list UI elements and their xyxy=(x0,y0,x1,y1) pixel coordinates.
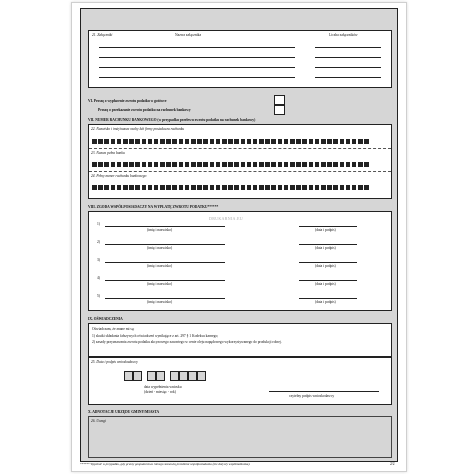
co-owners-box xyxy=(88,211,392,311)
month-cell[interactable] xyxy=(147,371,156,381)
account-holder-label: 22. Nazwisko i imię/nazwa osoby lub firmy posiadacza rachunku xyxy=(91,127,185,131)
attachment-line[interactable] xyxy=(99,67,295,68)
co-owner-signature-caption: (data i podpis) xyxy=(315,246,336,250)
co-owner-number: 1) xyxy=(97,222,100,226)
divider xyxy=(89,148,391,149)
attachments-col-count: Liczba załączników xyxy=(329,33,358,37)
office-notes-label: 26. Uwagi xyxy=(91,419,106,423)
attachments-label: 21. Załączniki xyxy=(92,33,113,37)
declarations-intro: Oświadczam, że znane mi są: xyxy=(92,327,135,331)
co-owner-name-line[interactable] xyxy=(105,262,225,263)
bank-name-cells[interactable] xyxy=(92,162,369,167)
year-cell[interactable] xyxy=(188,371,197,381)
co-owner-name-caption: (imię i nazwisko) xyxy=(147,228,173,232)
co-owner-name-caption: (imię i nazwisko) xyxy=(147,246,173,250)
applicant-signature-box xyxy=(88,357,392,405)
co-owner-signature-caption: (data i podpis) xyxy=(315,282,336,286)
account-holder-cells[interactable] xyxy=(92,139,369,144)
declarations-section-title: IX. OŚWIADCZENIA xyxy=(88,317,123,321)
co-owner-number: 2) xyxy=(97,240,100,244)
co-owner-name-line[interactable] xyxy=(105,226,225,227)
applicant-signature-label: 25. Data i podpis wnioskodawcy xyxy=(91,360,138,364)
office-notes-box[interactable] xyxy=(88,416,392,458)
declaration-1: 1) skutki składania fałszywych oświadczeń wynikające z art. 297 § 1 Kodeksu karnego; xyxy=(92,334,219,338)
watermark: DRUKARNIA.EU xyxy=(209,216,243,221)
attachment-count-line[interactable] xyxy=(315,77,381,78)
cash-refund-checkbox[interactable] xyxy=(274,95,285,105)
co-owner-signature-line[interactable] xyxy=(299,280,357,281)
applicant-signature-line[interactable] xyxy=(269,391,379,392)
attachment-line[interactable] xyxy=(99,57,295,58)
attachment-count-line[interactable] xyxy=(315,57,381,58)
declaration-2: 2) zasady przyznawania zwrotu podatku akcyzowego zawartego w cenie oleju napędowego wykorzystywanego do produkcji rolnej. xyxy=(92,340,282,344)
date-format-caption: (dzień - miesiąc - rok) xyxy=(144,390,176,394)
day-cell[interactable] xyxy=(124,371,133,381)
attachment-count-line[interactable] xyxy=(315,67,381,68)
applicant-signature-caption: czytelny podpis wnioskodawcy xyxy=(289,394,335,398)
co-owner-name-caption: (imię i nazwisko) xyxy=(147,264,173,268)
attachments-box xyxy=(88,30,392,88)
day-cell[interactable] xyxy=(133,371,142,381)
form-frame xyxy=(80,8,398,462)
co-owner-name-line[interactable] xyxy=(105,298,225,299)
co-owner-name-caption: (imię i nazwisko) xyxy=(147,282,173,286)
year-cell[interactable] xyxy=(170,371,179,381)
form-page xyxy=(71,2,407,472)
footer-note: ****** Wypełnić w przypadku, gdy grunty gospodarstwa rolnego stanowią przedmiot współposiadania (nie dotyczy współmałżonka). xyxy=(80,462,251,466)
co-owner-signature-line[interactable] xyxy=(299,244,357,245)
bank-account-box xyxy=(88,124,392,199)
attachment-line[interactable] xyxy=(99,77,295,78)
co-owner-signature-line[interactable] xyxy=(299,298,357,299)
co-owner-name-line[interactable] xyxy=(105,244,225,245)
co-owner-signature-line[interactable] xyxy=(299,262,357,263)
office-notes-section-title: X. ADNOTACJE URZĘDU GMINY/MIASTA xyxy=(88,410,160,414)
co-owner-signature-caption: (data i podpis) xyxy=(315,264,336,268)
attachment-count-line[interactable] xyxy=(315,47,381,48)
co-owner-number: 4) xyxy=(97,276,100,280)
bank-refund-checkbox[interactable] xyxy=(274,105,285,115)
co-owner-name-line[interactable] xyxy=(105,280,225,281)
month-cell[interactable] xyxy=(156,371,165,381)
co-owner-number: 3) xyxy=(97,258,100,262)
account-number-label: 24. Pełny numer rachunku bankowego xyxy=(91,174,147,178)
co-owner-signature-caption: (data i podpis) xyxy=(315,300,336,304)
co-owner-name-caption: (imię i nazwisko) xyxy=(147,300,173,304)
cash-refund-label: VI. Proszę o wypłacenie zwrotu podatku w gotówce xyxy=(88,99,167,103)
divider xyxy=(89,171,391,172)
attachments-col-name: Nazwa załącznika xyxy=(175,33,202,37)
fill-date-caption: data wypełnienia wniosku xyxy=(144,385,182,389)
co-owners-section-title: VIII. ZGODA WSPÓŁPOSIADACZY NA WYPŁATĘ ZWROTU PODATKU****** xyxy=(88,205,219,209)
attachment-line[interactable] xyxy=(99,47,295,48)
co-owner-signature-caption: (data i podpis) xyxy=(315,228,336,232)
year-cell[interactable] xyxy=(179,371,188,381)
co-owner-number: 5) xyxy=(97,294,100,298)
page-number: 2/2 xyxy=(390,462,395,466)
bank-refund-label: Proszę o przekazanie zwrotu podatku na rachunek bankowy xyxy=(98,108,191,112)
bank-name-label: 23. Nazwa pełna banku xyxy=(91,151,125,155)
co-owner-signature-line[interactable] xyxy=(299,226,357,227)
bank-account-section-title: VII. NUMER RACHUNKU BANKOWEGO (w przypadku przelewu zwrotu podatku na rachunek bankowy) xyxy=(88,118,256,122)
year-cell[interactable] xyxy=(197,371,206,381)
declarations-box xyxy=(88,323,392,357)
account-number-cells[interactable] xyxy=(92,185,369,190)
